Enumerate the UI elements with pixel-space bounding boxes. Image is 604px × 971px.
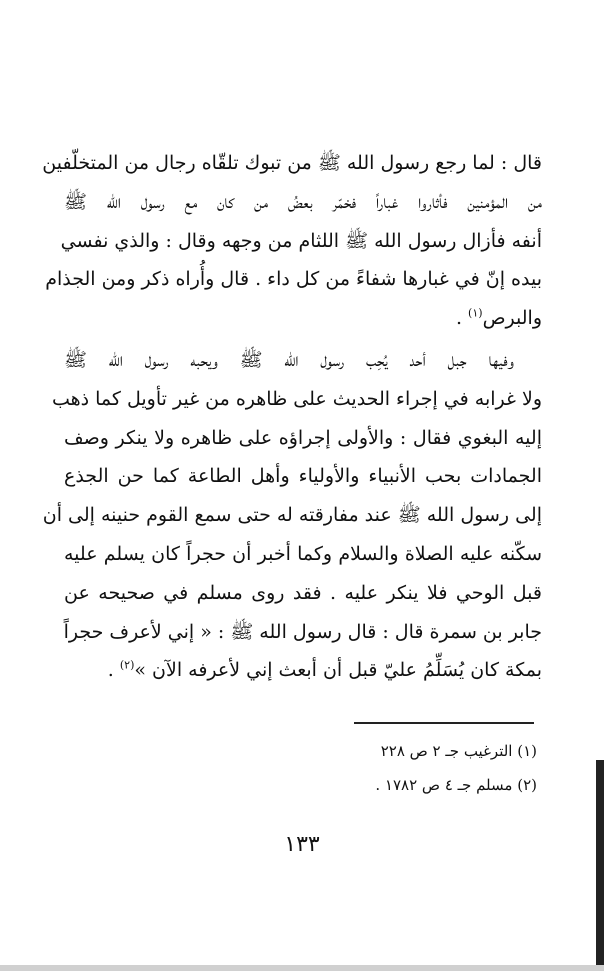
- text-line: وفيها جبل أحد يُحِب رسول الله ﷺ ويحبه رسول الله ﷺ: [64, 349, 514, 371]
- footnotes: [200, 734, 537, 802]
- footnote-1: (١) الترغيب جـ ٢ ص ٢٢٨: [380, 742, 537, 760]
- text-line: الجمادات بحب الأنبياء والأولياء وأهل الطاعة كما حن الجذع: [64, 465, 542, 488]
- text-line: والبرص: [482, 307, 542, 330]
- text-line: سكّنه عليه الصلاة والسلام وكما أخبر أن حجراً كان يسلم عليه: [64, 542, 542, 565]
- text-line: إلى رسول الله ﷺ عند مفارقته له حتى سمع القوم حنينه إلى أن: [42, 504, 542, 527]
- paragraph-2: [42, 341, 542, 690]
- text-line: قال : لما رجع رسول الله ﷺ من تبوك تلقّاه رجال من المتخلّفين: [42, 152, 542, 174]
- page-number: ١٣٣: [284, 832, 320, 857]
- sentence-end: .: [455, 307, 469, 330]
- text-line: جابر بن سمرة قال : قال رسول الله ﷺ : « إني لأعرف حجراً: [63, 620, 542, 643]
- sentence-end: .: [107, 659, 120, 682]
- footnote-ref-2: (٢): [119, 659, 135, 673]
- page-bottom-edge: [0, 965, 604, 971]
- footnote-ref-1: (١): [468, 306, 483, 320]
- text-line: بيده إنّ في غبارها شفاءً من كل داء . قال وأُراه ذكر ومن الجذام: [45, 268, 542, 291]
- paragraph-1: [42, 144, 542, 338]
- text-line: بمكة كان يُسَلِّمُ عليّ قبل أن أبعث إني لأعرفه الآن »: [134, 659, 542, 682]
- footnote-divider: [354, 722, 534, 724]
- page-edge-shadow: [596, 760, 604, 971]
- text-line: من المؤمنين فأثاروا غباراً فخمّر بعضُ من كان مع رسول الله ﷺ: [64, 190, 542, 213]
- text-line: ولا غرابه في إجراء الحديث على ظاهره من غير تأويل كما ذهب: [51, 387, 542, 410]
- text-line: قبل الوحي فلا ينكر عليه . فقد روى مسلم في صحيحه عن: [64, 581, 542, 604]
- text-line: أنفه فأزال رسول الله ﷺ اللثام من وجهه وقال : والذي نفسي: [60, 229, 542, 252]
- text-line-last: [64, 651, 542, 690]
- footnote-2: (٢) مسلم جـ ٤ ص ١٧٨٢ .: [375, 776, 537, 794]
- text-line: إليه البغوي فقال : والأولى إجراؤه على ظاهره ولا ينكر وصف: [64, 426, 542, 449]
- text-line-last: [64, 299, 542, 338]
